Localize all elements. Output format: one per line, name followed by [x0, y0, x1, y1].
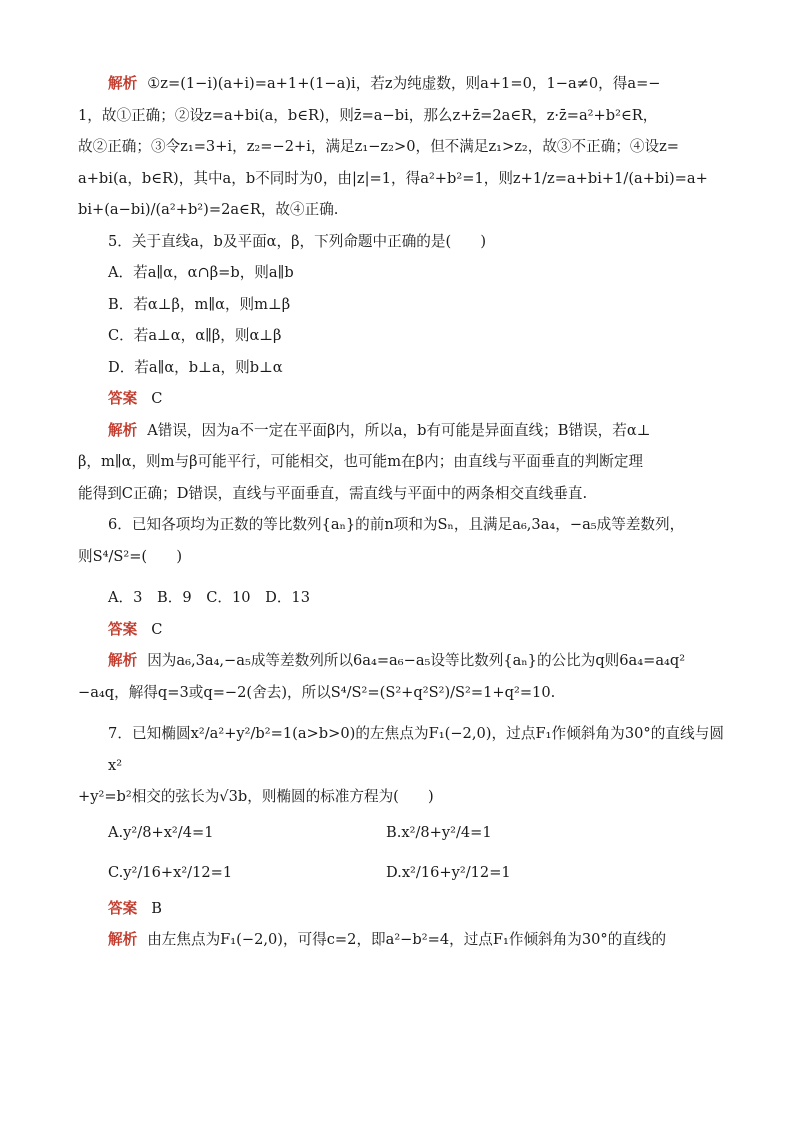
answer-line [78, 893, 724, 925]
option-d: D．若a∥α，b⊥a，则b⊥α [108, 358, 283, 376]
answer-tag: 答案 [108, 899, 138, 917]
option-a: A．若a∥α，α∩β=b，则a∥b [108, 264, 294, 281]
options-row [78, 813, 724, 853]
analysis-line: 故②正确；③令z₁=3+i，z₂=−2+i，满足z₁−z₂>0，但不满足z₁>z₂，故③不正确；④设z= [78, 138, 680, 155]
analysis-line: 能得到C正确；D错误，直线与平面垂直，需直线与平面中的两条相交直线垂直. [78, 484, 588, 502]
analysis-tag: 解析 [108, 931, 138, 948]
analysis-tag: 解析 [108, 652, 138, 669]
answer-value: C [151, 390, 163, 407]
question-5 [78, 226, 724, 510]
answer-value: C [151, 620, 163, 638]
analysis-line: bi+(a−bi)/(a²+b²)=2a∈R，故④正确. [78, 201, 339, 218]
analysis-tag: 解析 [108, 75, 138, 92]
option-b: B．若α⊥β，m∥α，则m⊥β [108, 295, 291, 313]
answer-tag: 答案 [108, 390, 138, 407]
option-c: C.y²/16+x²/12=1 [108, 863, 233, 881]
option-c: C．若a⊥α，α∥β，则α⊥β [108, 327, 282, 344]
question-stem: +y²=b²相交的弦长为√3b，则椭圆的标准方程为( ) [78, 788, 434, 805]
options-row [78, 853, 724, 893]
analysis-line: A错误，因为a不一定在平面β内，所以a，b有可能是异面直线；B错误，若α⊥ [147, 421, 651, 439]
analysis-line: 由左焦点为F₁(−2,0)，可得c=2，即a²−b²=4，过点F₁作倾斜角为30°的直线的 [147, 931, 667, 948]
analysis-line: 因为a₆,3a₄,−a₅成等差数列所以6a₄=a₆−a₅设等比数列{aₙ}的公比为q则6a₄=a₄q² [147, 652, 686, 669]
analysis-tag: 解析 [108, 421, 138, 439]
options-row: A．3 B．9 C．10 D．13 [108, 589, 310, 606]
analysis-block-q4 [78, 68, 724, 226]
analysis-line: 1，故①正确；②设z=a+bi(a，b∈R)，则z̄=a−bi，那么z+z̄=2a∈R，z·z̄=a²+b²∈R， [78, 106, 658, 124]
question-6 [78, 509, 724, 708]
analysis-line: ①z=(1−i)(a+i)=a+1+(1−a)i，若z为纯虚数，则a+1=0，1−a≠0，得a=− [147, 75, 661, 92]
question-7 [78, 718, 724, 956]
question-stem: 7．已知椭圆x²/a²+y²/b²=1(a>b>0)的左焦点为F₁(−2,0)，过点F₁作倾斜角为30°的直线与圆x² [108, 725, 724, 774]
option-d: D.x²/16+y²/12=1 [386, 863, 511, 881]
answer-line [78, 614, 724, 646]
question-stem: 5．关于直线a，b及平面α，β，下列命题中正确的是( ) [108, 232, 487, 250]
answer-tag: 答案 [108, 620, 138, 638]
question-stem: 6．已知各项均为正数的等比数列{aₙ}的前n项和为Sₙ，且满足a₆,3a₄，−a₅成等差数列， [108, 516, 685, 533]
option-a: A.y²/8+x²/4=1 [108, 823, 214, 841]
analysis-line: β，m∥α，则m与β可能平行，可能相交，也可能m在β内；由直线与平面垂直的判断定理 [78, 453, 644, 470]
question-stem: 则S⁴/S²=( ) [78, 547, 183, 565]
answer-value: B [151, 899, 162, 917]
option-b: B.x²/8+y²/4=1 [386, 823, 492, 841]
document-page [78, 68, 724, 956]
analysis-line: a+bi(a，b∈R)，其中a，b不同时为0，由|z|=1，得a²+b²=1，则z+1/z=a+bi+1/(a+bi)=a+ [78, 169, 708, 187]
answer-line [78, 383, 724, 415]
analysis-line: −a₄q，解得q=3或q=−2(舍去)，所以S⁴/S²=(S²+q²S²)/S²=1+q²=10. [78, 683, 556, 701]
